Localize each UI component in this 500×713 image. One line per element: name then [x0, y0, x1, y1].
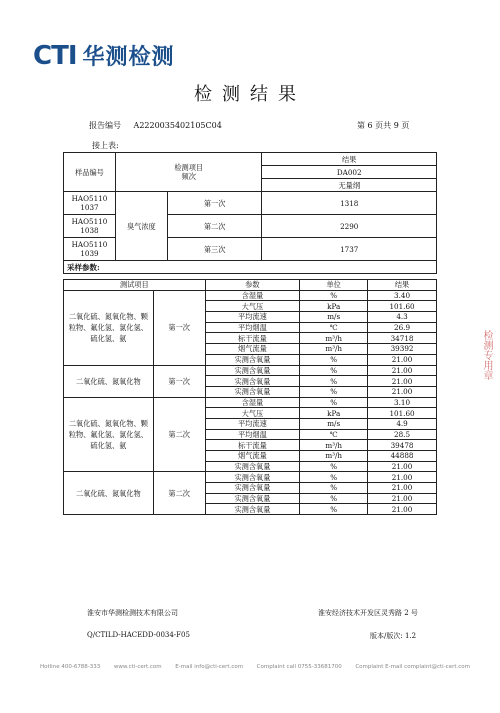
param: 烟气流量: [205, 344, 300, 355]
sample-id: HAO5110 1037: [64, 192, 116, 215]
continued-label: 接上表:: [92, 141, 119, 150]
unit: %: [300, 386, 368, 397]
contact-bar: [40, 664, 470, 670]
email-link[interactable]: E-mail info@cti-cert.com: [175, 664, 244, 670]
result: 21.00: [368, 461, 437, 472]
col-header: 单位: [300, 280, 368, 291]
param-row: [64, 397, 437, 408]
frequency: 第一次: [153, 290, 205, 365]
footer-company: 淮安市华测检测技术有限公司: [87, 609, 178, 617]
unit: ℃: [300, 429, 368, 440]
unit: %: [300, 483, 368, 494]
sample-id: HAO5110 1039: [64, 238, 116, 261]
unit: %: [300, 504, 368, 515]
value: 1318: [262, 192, 437, 215]
result: 28.5: [368, 429, 437, 440]
unit: %: [300, 472, 368, 483]
result: 21.00: [368, 504, 437, 515]
result: 101.60: [368, 408, 437, 419]
result: 21.00: [368, 472, 437, 483]
unit: m³/h: [300, 333, 368, 344]
result: 39392: [368, 344, 437, 355]
param: 实测含氧量: [205, 483, 300, 494]
unit: m/s: [300, 418, 368, 429]
freq: 第一次: [167, 192, 262, 215]
unit: %: [300, 290, 368, 301]
complaint-email[interactable]: Complaint E-mail complaint@cti-cert.com: [355, 664, 470, 670]
test-item: 二氧化硫、氮氧化物、颗粒物、氟化氢、氯化氢、硫化氢、氨: [64, 397, 154, 472]
result: 39478: [368, 440, 437, 451]
param: 平均流速: [205, 312, 300, 323]
param: 平均流速: [205, 418, 300, 429]
param: 实测含氧量: [205, 472, 300, 483]
freq: 第三次: [167, 238, 262, 261]
result: 3.40: [368, 290, 437, 301]
report-number-label: 报告编号: [89, 121, 121, 130]
logo-brand: CTI: [33, 40, 77, 71]
unit: m³/h: [300, 440, 368, 451]
param: 大气压: [205, 301, 300, 312]
unit: %: [300, 365, 368, 376]
sampling-params-table: [63, 279, 437, 515]
unit: %: [300, 461, 368, 472]
result: 21.00: [368, 354, 437, 365]
col-header: 测试项目: [64, 280, 206, 291]
unit: %: [300, 493, 368, 504]
unit: m³/h: [300, 451, 368, 462]
result: 21.00: [368, 493, 437, 504]
unit: ℃: [300, 322, 368, 333]
header-item-label: 检测项目: [174, 163, 204, 172]
result: 21.00: [368, 365, 437, 376]
frequency: 第二次: [153, 472, 205, 515]
result: 4.9: [368, 418, 437, 429]
param: 平均烟温: [205, 429, 300, 440]
param: 平均烟温: [205, 322, 300, 333]
report-number-value: A2220035402105C04: [133, 121, 222, 130]
test-item: 二氧化硫、氮氧化物、颗粒物、氟化氢、氯化氢、硫化氢、氨: [64, 290, 154, 365]
result: 26.9: [368, 322, 437, 333]
unit: m³/h: [300, 344, 368, 355]
param: 含湿量: [205, 290, 300, 301]
param: 实测含氧量: [205, 354, 300, 365]
param: 标干流量: [205, 440, 300, 451]
param-row: [64, 472, 437, 483]
param: 实测含氧量: [205, 504, 300, 515]
complaint-call: Complaint call 0755-33681700: [256, 664, 342, 670]
param-row: [64, 290, 437, 301]
result: 21.00: [368, 483, 437, 494]
param: 大气压: [205, 408, 300, 419]
unit: m/s: [300, 312, 368, 323]
unit: kPa: [300, 301, 368, 312]
logo-name: 华测检测: [82, 45, 175, 70]
test-item: 二氧化硫、氮氧化物: [64, 365, 154, 397]
col-header: 参数: [205, 280, 300, 291]
param: 标干流量: [205, 333, 300, 344]
footer-address: 淮安经济技术开发区灵秀路 2 号: [318, 609, 418, 617]
unit: %: [300, 354, 368, 365]
sampling-params-label: 采样参数:: [64, 261, 437, 274]
col-header: 结果: [368, 280, 437, 291]
param: 含湿量: [205, 397, 300, 408]
cti-logo: [33, 40, 175, 71]
footer-version: 版本/版次: 1.2: [370, 632, 417, 640]
header-unit: 无量纲: [262, 179, 437, 192]
result: 3.10: [368, 397, 437, 408]
frequency: 第二次: [153, 397, 205, 472]
frequency: 第一次: [153, 365, 205, 397]
header-result: 结果: [262, 153, 437, 166]
value: 1737: [262, 238, 437, 261]
param: 烟气流量: [205, 451, 300, 462]
report-number: [89, 120, 222, 131]
footer-doc-code: Q/CTILD-HACEDD-0034-F05: [87, 631, 190, 639]
result: 21.00: [368, 386, 437, 397]
seal-stamp-edge: 检测专用章: [481, 330, 492, 380]
unit: kPa: [300, 408, 368, 419]
page-indicator: 第 6 页共 9 页: [357, 121, 410, 130]
header-freq-label: 频次: [181, 172, 196, 181]
item-name: 臭气浓度: [115, 192, 167, 261]
page-title: 检测结果: [194, 84, 306, 105]
value: 2290: [262, 215, 437, 238]
result: 21.00: [368, 376, 437, 387]
unit: %: [300, 397, 368, 408]
results-table: [63, 152, 437, 274]
param: 实测含氧量: [205, 376, 300, 387]
test-item: 二氧化硫、氮氧化物: [64, 472, 154, 515]
result: 101.60: [368, 301, 437, 312]
freq: 第二次: [167, 215, 262, 238]
header-sample: 样品编号: [64, 153, 116, 192]
param-row: [64, 365, 437, 376]
result: 4.3: [368, 312, 437, 323]
result: 44888: [368, 451, 437, 462]
param: 实测含氧量: [205, 461, 300, 472]
result: 34718: [368, 333, 437, 344]
param: 实测含氧量: [205, 365, 300, 376]
param: 实测含氧量: [205, 386, 300, 397]
unit: %: [300, 376, 368, 387]
sample-id: HAO5110 1038: [64, 215, 116, 238]
param: 实测含氧量: [205, 493, 300, 504]
website-link[interactable]: www.cti-cert.com: [113, 664, 162, 670]
header-device: DA002: [262, 166, 437, 179]
header-item: [115, 153, 262, 192]
hotline: Hotline 400-6788-333: [40, 664, 101, 670]
